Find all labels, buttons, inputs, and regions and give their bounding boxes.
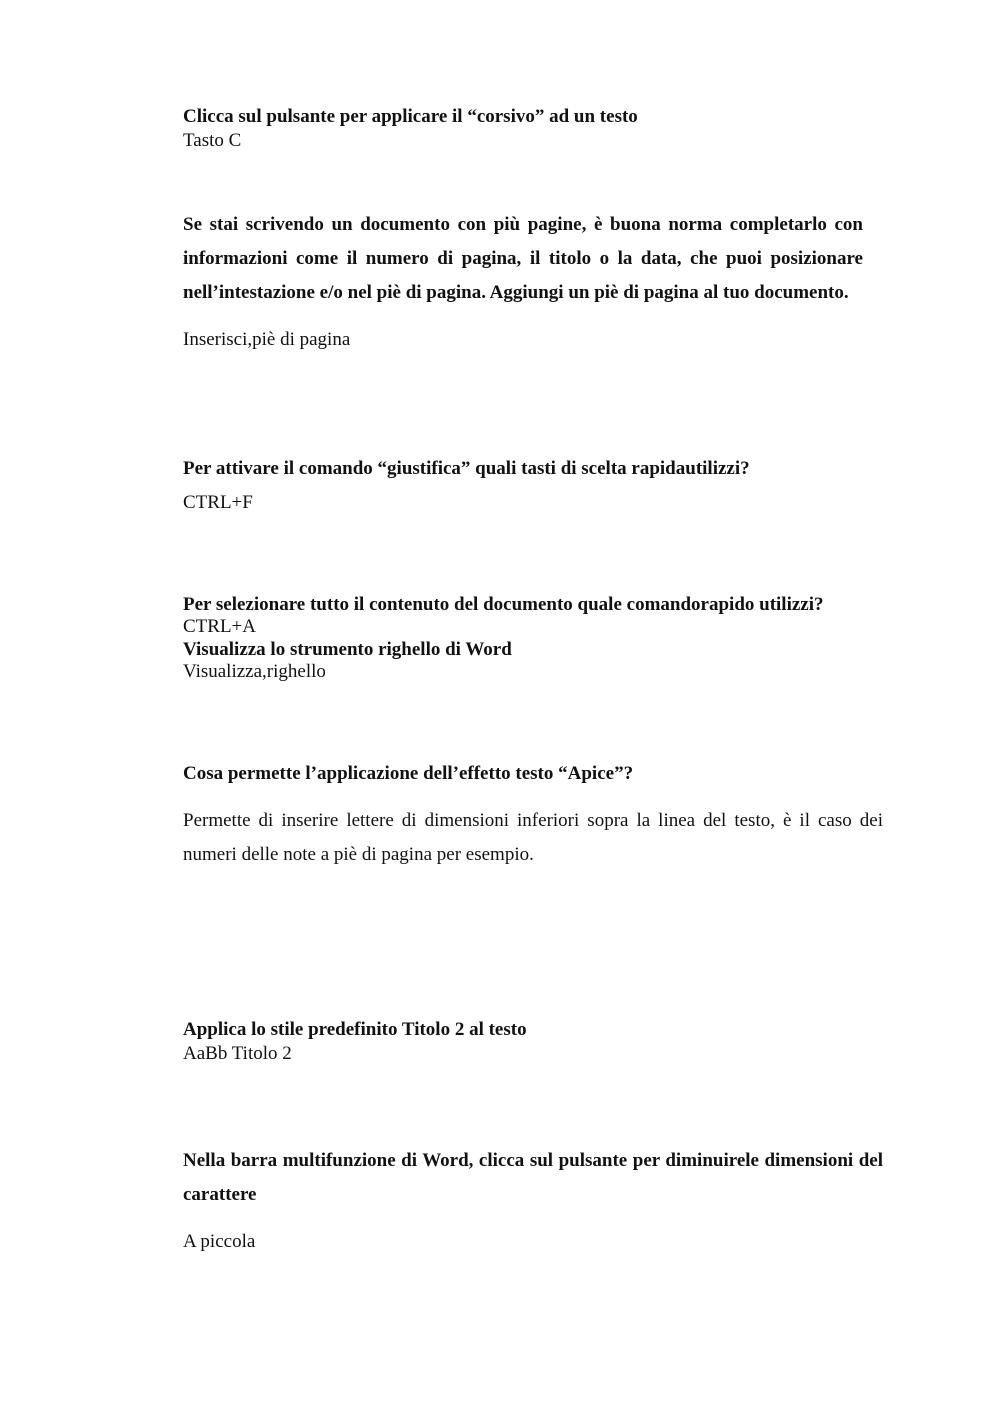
- question-text: Se stai scrivendo un documento con più pagine, è buona norma completarlo con informazioni come il numero di pagina, il titolo o la data, che puoi posizionare nell’intestazione e/o nel piè di pagina. Aggiungi un piè di pagina al tuo documento.: [183, 214, 863, 303]
- answer-text: CTRL+A: [183, 616, 256, 637]
- question-text: Cosa permette l’applicazione dell’effetto testo “Apice”?: [183, 763, 634, 784]
- answer-text: AaBb Titolo 2: [183, 1043, 292, 1064]
- answer-text: A piccola: [183, 1231, 256, 1252]
- answer-text: Tasto C: [183, 130, 242, 151]
- question-text: Visualizza lo strumento righello di Word: [183, 639, 512, 660]
- question-text: Per selezionare tutto il contenuto del documento quale comandorapido utilizzi?: [183, 594, 824, 615]
- answer-text: Visualizza,righello: [183, 661, 326, 682]
- answer-text: Inserisci,piè di pagina: [183, 329, 351, 350]
- question-text: Nella barra multifunzione di Word, clicca sul pulsante per diminuirele dimensioni del carattere: [183, 1150, 883, 1205]
- answer-text: Permette di inserire lettere di dimensioni inferiori sopra la linea del testo, è il caso dei numeri delle note a piè di pagina per esempio.: [183, 810, 883, 865]
- question-text: Applica lo stile predefinito Titolo 2 al testo: [183, 1019, 527, 1040]
- answer-text: CTRL+F: [183, 492, 253, 513]
- question-text: Clicca sul pulsante per applicare il “corsivo” ad un testo: [183, 106, 638, 127]
- question-text: Per attivare il comando “giustifica” quali tasti di scelta rapidautilizzi?: [183, 458, 750, 479]
